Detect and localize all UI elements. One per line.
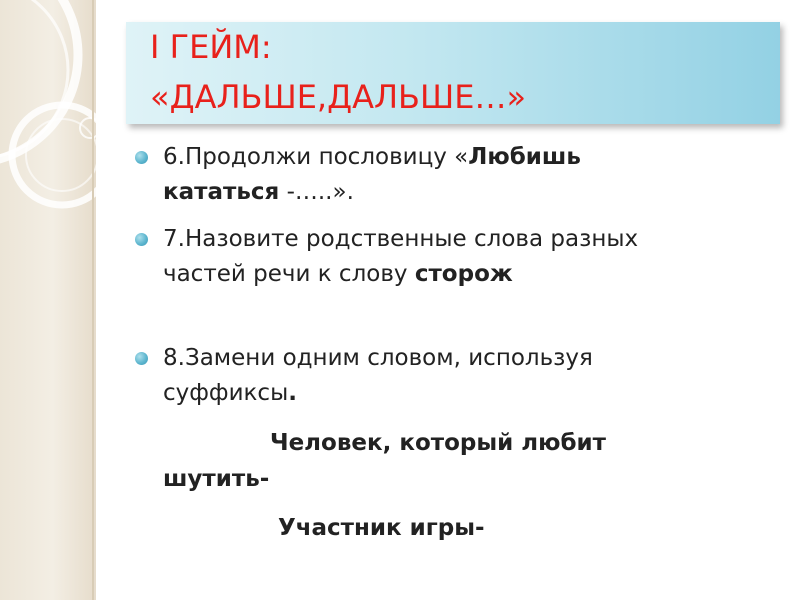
slide-title-line-2: «ДАЛЬШЕ,ДАЛЬШЕ…» <box>150 78 527 116</box>
bullet-icon <box>135 352 148 365</box>
item-8-text: суффиксы <box>163 380 289 406</box>
bullet-icon <box>135 233 148 246</box>
item-6-text: 6.Продолжи пословицу « <box>163 144 469 170</box>
decorative-rings-icon <box>0 0 96 600</box>
item-7-line-2 <box>163 256 513 292</box>
item-6-line-1 <box>163 139 581 175</box>
slide-title-line-1: I ГЕЙМ: <box>150 28 272 66</box>
sidebar-divider <box>92 0 94 600</box>
item-8-line-1: 8.Замени одним словом, используя <box>163 345 593 371</box>
item-8-sub-1-line-2: шутить- <box>163 466 270 492</box>
decorative-sidebar <box>0 0 96 600</box>
item-6-bold-word: Любишь <box>468 144 581 170</box>
item-8-sub-1-line-1: Человек, который любит <box>270 430 606 456</box>
item-8-sub-2: Участник игры- <box>278 515 485 541</box>
item-8-line-2 <box>163 375 297 411</box>
item-7-text: частей речи к слову <box>163 261 415 287</box>
bullet-icon <box>135 151 148 164</box>
item-6-line-2 <box>163 174 354 210</box>
item-7-bold-word: сторож <box>414 261 513 287</box>
item-6-text-end: -…..». <box>279 179 354 205</box>
item-8-period: . <box>288 380 297 406</box>
item-6-bold-word-2: кататься <box>163 179 280 205</box>
item-7-line-1: 7.Назовите родственные слова разных <box>163 226 639 252</box>
